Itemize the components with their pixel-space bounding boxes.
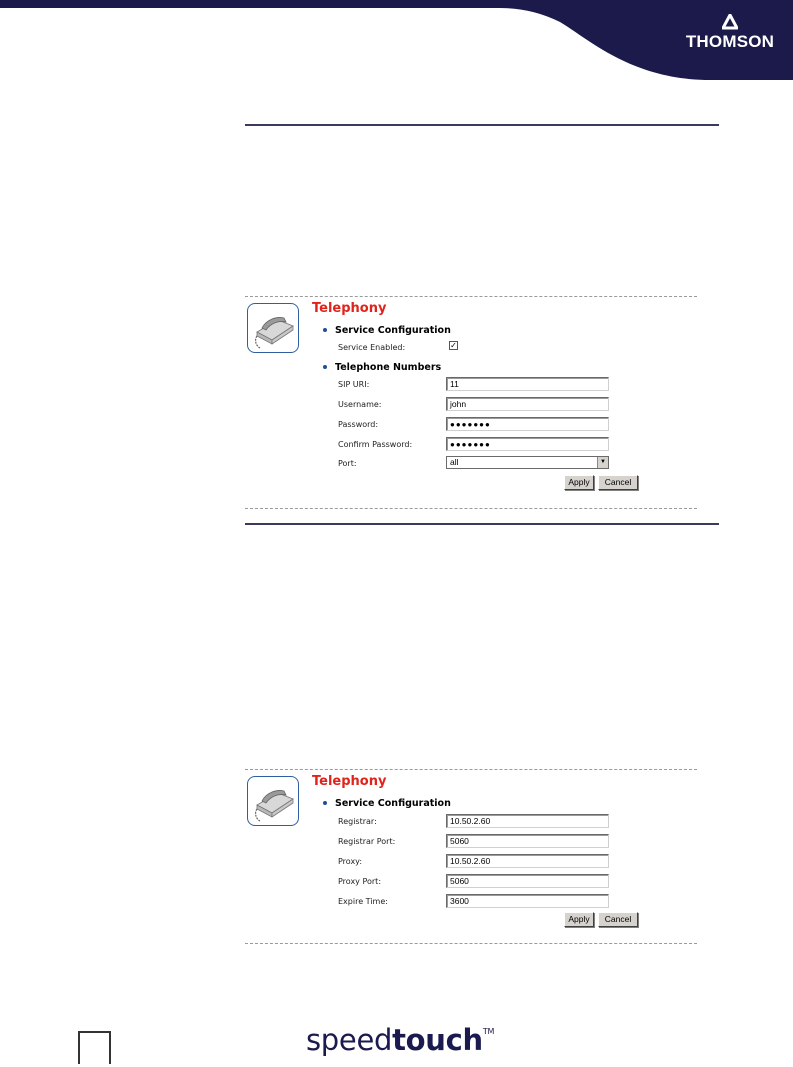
registrar-port-label: Registrar Port: [338,837,396,846]
bullet-icon [323,328,327,332]
section-service-configuration: Service Configuration [323,798,451,809]
registrar-row [338,814,698,830]
service-enabled-label: Service Enabled: [338,343,406,352]
proxy-field[interactable]: 10.50.2.60 [446,854,609,868]
top-rule [245,124,719,126]
header-band [0,0,793,80]
middle-rule [245,523,719,525]
telephone-icon [247,303,299,353]
confirm-password-row [338,437,698,453]
expire-time-row [338,894,698,910]
registrar-label: Registrar: [338,817,377,826]
port-select-value: all [450,457,459,467]
thomson-brand [685,14,775,52]
registrar-port-field[interactable]: 5060 [446,834,609,848]
sip-uri-row [338,377,698,393]
cancel-button[interactable]: Cancel [598,912,638,927]
password-label: Password: [338,420,379,429]
confirm-password-label: Confirm Password: [338,440,413,449]
port-label: Port: [338,459,357,468]
speedtouch-logo: speedtouch™ [306,1023,495,1057]
section-service-configuration: Service Configuration [323,325,451,336]
sip-uri-label: SIP URI: [338,380,370,389]
telephone-icon [247,776,299,826]
proxy-row [338,854,698,870]
proxy-port-row [338,874,698,890]
bullet-icon [323,801,327,805]
proxy-port-label: Proxy Port: [338,877,382,886]
panel-title: Telephony [312,774,387,789]
sip-uri-field[interactable]: 11 [446,377,609,391]
brand-name: THOMSON [685,32,775,51]
password-row [338,417,698,433]
username-row [338,397,698,413]
apply-button[interactable]: Apply [564,912,594,927]
proxy-port-field[interactable]: 5060 [446,874,609,888]
confirm-password-field[interactable]: ●●●●●●● [446,437,609,451]
proxy-label: Proxy: [338,857,363,866]
panel-title: Telephony [312,301,387,316]
telephony-panel-2 [245,769,697,944]
expire-time-field[interactable]: 3600 [446,894,609,908]
service-enabled-row [338,340,698,356]
service-enabled-checkbox[interactable]: ✓ [450,341,457,350]
bullet-icon [323,365,327,369]
username-field[interactable]: john [446,397,609,411]
thomson-triangle-icon [722,14,738,30]
port-select[interactable] [446,456,609,469]
apply-button[interactable]: Apply [564,475,594,490]
password-field[interactable]: ●●●●●●● [446,417,609,431]
telephony-panel-1 [245,296,697,509]
expire-time-label: Expire Time: [338,897,388,906]
registrar-field[interactable]: 10.50.2.60 [446,814,609,828]
username-label: Username: [338,400,382,409]
dropdown-arrow-icon[interactable]: ▼ [597,457,608,468]
page-number-box [78,1031,111,1064]
port-row [338,456,698,472]
registrar-port-row [338,834,698,850]
section-telephone-numbers: Telephone Numbers [323,362,441,373]
cancel-button[interactable]: Cancel [598,475,638,490]
